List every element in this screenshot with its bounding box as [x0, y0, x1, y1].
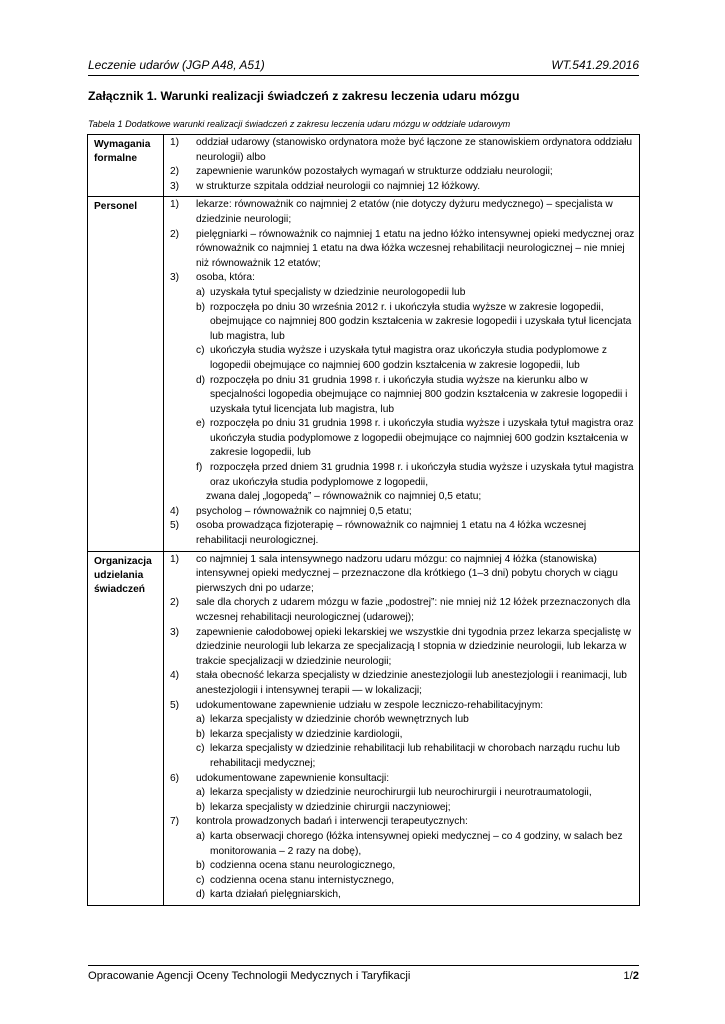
- sub-list-item: [170, 728, 635, 743]
- row-label: Wymagania formalne: [88, 135, 164, 197]
- sub-list-item: [170, 742, 635, 771]
- footer-left: Opracowanie Agencji Oceny Technologii Medycznych i Taryfikacji: [88, 970, 411, 982]
- item-number: a): [196, 714, 206, 726]
- sub-list-item: [170, 859, 635, 874]
- sub-list-item: [170, 786, 635, 801]
- page-number-current: 1/: [623, 970, 633, 982]
- list-item: [170, 596, 635, 625]
- sub-list-item: [170, 461, 635, 490]
- item-text: ukończyła studia wyższe i uzyskała tytuł magistra oraz ukończyła studia podyplomowe z logopedii obejmujące co najmniej 600 godzin kształcenia w zakresie logopedii, lub: [210, 345, 607, 371]
- item-text: stała obecność lekarza specjalisty w dziedzinie anestezjologii lub anestezjologii i reanimacji, lub anestezjologii i intensywnej terapii — w lokalizacji;: [196, 670, 627, 696]
- item-number: a): [196, 286, 206, 298]
- item-number: b): [196, 301, 206, 313]
- header-right: WT.541.29.2016: [551, 58, 639, 72]
- row-content: [164, 135, 640, 197]
- item-number: 2): [170, 166, 180, 178]
- item-number: 4): [170, 670, 180, 682]
- list-item: [170, 136, 635, 165]
- row-content: [164, 197, 640, 551]
- sub-list-item: [170, 286, 635, 301]
- list-item: [170, 815, 635, 830]
- document-title: Załącznik 1. Warunki realizacji świadczeń z zakresu leczenia udaru mózgu: [88, 89, 520, 103]
- item-text: zapewnienie warunków pozostałych wymagań w strukturze oddziału neurologii;: [196, 166, 553, 178]
- row-label: Personel: [88, 197, 164, 551]
- table-row: [88, 135, 640, 197]
- list-item: zwana dalej „logopedą” – równoważnik co najmniej 0,5 etatu;: [206, 491, 482, 503]
- list-item: [170, 669, 635, 698]
- item-text: pielęgniarki – równoważnik co najmniej 1 etatu na jedno łóżko intensywnej opieki medycznej oraz równoważnik co najmniej 1 etatu na dwa łóżka wczesnej rehabilitacji neurologicznej – nie mniej niż równoważnik 12 etatów;: [196, 228, 635, 269]
- item-text: oddział udarowy (stanowisko ordynatora może być łączone ze stanowiskiem ordynatora oddziału neurologii) albo: [196, 137, 633, 163]
- item-text: w strukturze szpitala oddział neurologii co najmniej 12 łóżkowy.: [196, 180, 481, 192]
- item-number: c): [196, 345, 205, 357]
- item-text: lekarza specjalisty w dziedzinie chirurgii naczyniowej;: [210, 801, 451, 813]
- sub-list-item: [170, 713, 635, 728]
- item-text: kontrola prowadzonych badań i interwencji terapeutycznych:: [196, 816, 468, 828]
- list-item: [170, 519, 635, 548]
- list-item: [170, 505, 635, 520]
- item-number: 1): [170, 553, 180, 565]
- item-text: lekarze: równoważnik co najmniej 2 etatów (nie dotyczy dyżuru medycznego) – specjalista w dziedzinie neurologii;: [196, 199, 613, 225]
- page-header: [88, 56, 639, 76]
- item-number: 1): [170, 137, 180, 148]
- row-label: Organizacja udzielania świadczeń: [88, 551, 164, 905]
- list-item: [170, 198, 635, 227]
- list-item: [170, 626, 635, 670]
- item-text: rozpoczęła przed dniem 31 grudnia 1998 r. i ukończyła studia wyższe i uzyskała tytuł magistra oraz ukończyła studia podyplomowe z logopedii,: [210, 462, 634, 488]
- item-number: 3): [170, 180, 180, 192]
- item-number: b): [196, 860, 206, 872]
- item-number: b): [196, 801, 206, 813]
- item-number: c): [196, 743, 205, 755]
- item-text: lekarza specjalisty w dziedzinie chorób wewnętrznych lub: [210, 714, 469, 726]
- header-left: Leczenie udarów (JGP A48, A51): [88, 58, 265, 72]
- item-number: d): [196, 889, 206, 901]
- list-item: [170, 772, 635, 787]
- item-number: e): [196, 418, 206, 430]
- item-number: 5): [170, 699, 180, 711]
- sub-list-item: [170, 874, 635, 889]
- item-number: b): [196, 728, 206, 740]
- list-item: [170, 553, 635, 597]
- list-item: [170, 165, 635, 180]
- item-text: udokumentowane zapewnienie konsultacji:: [196, 772, 390, 784]
- list-item: [170, 180, 635, 195]
- sub-list-item: [170, 801, 635, 816]
- item-text: udokumentowane zapewnienie udziału w zespole leczniczo-rehabilitacyjnym:: [196, 699, 544, 711]
- conditions-table: [87, 134, 640, 906]
- item-text: lekarza specjalisty w dziedzinie rehabilitacji lub rehabilitacji w chorobach narządu ruchu lub rehabilitacji medycznej;: [210, 743, 620, 769]
- item-text: zapewnienie całodobowej opieki lekarskiej we wszystkie dni tygodnia przez lekarza specjalistę w dziedzinie neurologii lub lekarza ze specjalizacją I stopnia w dziedzinie neurologii, lub lekarza w trakcie specjalizacji w dziedzinie neurologii;: [196, 626, 631, 667]
- sub-list-item: [170, 374, 635, 418]
- sub-list-item: [170, 417, 635, 461]
- item-number: 3): [170, 626, 180, 638]
- item-text: codzienna ocena stanu internistycznego,: [210, 874, 395, 886]
- page-number-total: 2: [632, 970, 639, 982]
- sub-list-item: [170, 888, 635, 903]
- item-text: lekarza specjalisty w dziedzinie kardiologii,: [210, 728, 403, 740]
- page-footer: [88, 965, 639, 982]
- list-item: [170, 699, 635, 714]
- item-number: 4): [170, 505, 180, 517]
- item-text: sale dla chorych z udarem mózgu w fazie „podostrej”: nie mniej niż 12 łóżek przeznaczonych dla wczesnej rehabilitacji neurologicznej (udarowej);: [196, 597, 631, 623]
- item-text: co najmniej 1 sala intensywnego nadzoru udaru mózgu: co najmniej 4 łóżka (stanowiska) intensywnej opieki medycznej – przeznaczone dla krótkiego (1–3 dni) pobytu chorych w ciągu pierwszych dni po udarze;: [196, 553, 618, 594]
- item-number: a): [196, 787, 206, 799]
- item-text: codzienna ocena stanu neurologicznego,: [210, 860, 396, 872]
- item-number: 2): [170, 597, 180, 609]
- page-number: [623, 970, 639, 982]
- item-text: rozpoczęła po dniu 31 grudnia 1998 r. i ukończyła studia wyższe na kierunku albo w specjalności logopedia obejmujące co najmniej 800 godzin kształcenia w zakresie logopedii i uzyskała tytuł licencjata lub magistra, lub: [210, 374, 628, 415]
- item-number: 1): [170, 199, 180, 211]
- item-number: d): [196, 374, 206, 386]
- item-text: uzyskała tytuł specjalisty w dziedzinie neurologopedii lub: [210, 286, 466, 298]
- item-text: osoba prowadząca fizjoterapię – równoważnik co najmniej 1 etatu na 4 łóżka wczesnej rehabilitacji neurologicznej.: [196, 520, 587, 547]
- item-number: 2): [170, 228, 180, 240]
- table-row: [88, 197, 640, 551]
- item-number: 5): [170, 520, 180, 532]
- list-item: [170, 228, 635, 272]
- list-item: [170, 271, 635, 286]
- table-caption: Tabela 1 Dodatkowe warunki realizacji świadczeń z zakresu leczenia udaru mózgu w oddziale udarowym: [88, 119, 511, 129]
- item-number: f): [196, 462, 203, 474]
- item-text: karta działań pielęgniarskich,: [210, 889, 341, 901]
- item-number: c): [196, 874, 205, 886]
- item-text: lekarza specjalisty w dziedzinie neurochirurgii lub neurochirurgii i neurotraumatologii,: [210, 787, 592, 799]
- item-text: rozpoczęła po dniu 30 września 2012 r. i ukończyła studia wyższe w zakresie logopedii, obejmujące co najmniej 800 godzin kształcenia w zakresie logopedii i uzyskała tytuł licencjata lub magistra, lub: [210, 301, 632, 342]
- sub-list-item: [170, 301, 635, 345]
- row-content: [164, 551, 640, 905]
- item-text: rozpoczęła po dniu 31 grudnia 1998 r. i ukończyła studia wyższe i uzyskała tytuł magistra oraz ukończyła studia podyplomowe z logopedii obejmujące co najmniej 600 godzin kształcenia w zakresie logopedii, lub: [210, 418, 634, 459]
- sub-list-item: [170, 830, 635, 859]
- sub-list-item: [170, 344, 635, 373]
- item-text: karta obserwacji chorego (łóżka intensywnej opieki medycznej – co 4 godziny, w salach bez monitorowania – 2 razy na dobę),: [210, 830, 623, 857]
- item-number: 3): [170, 272, 180, 284]
- item-text: osoba, która:: [196, 272, 255, 284]
- table-row: [88, 551, 640, 905]
- item-number: 7): [170, 816, 180, 828]
- item-text: psycholog – równoważnik co najmniej 0,5 etatu;: [196, 505, 412, 517]
- item-number: a): [196, 830, 206, 842]
- item-number: 6): [170, 772, 180, 784]
